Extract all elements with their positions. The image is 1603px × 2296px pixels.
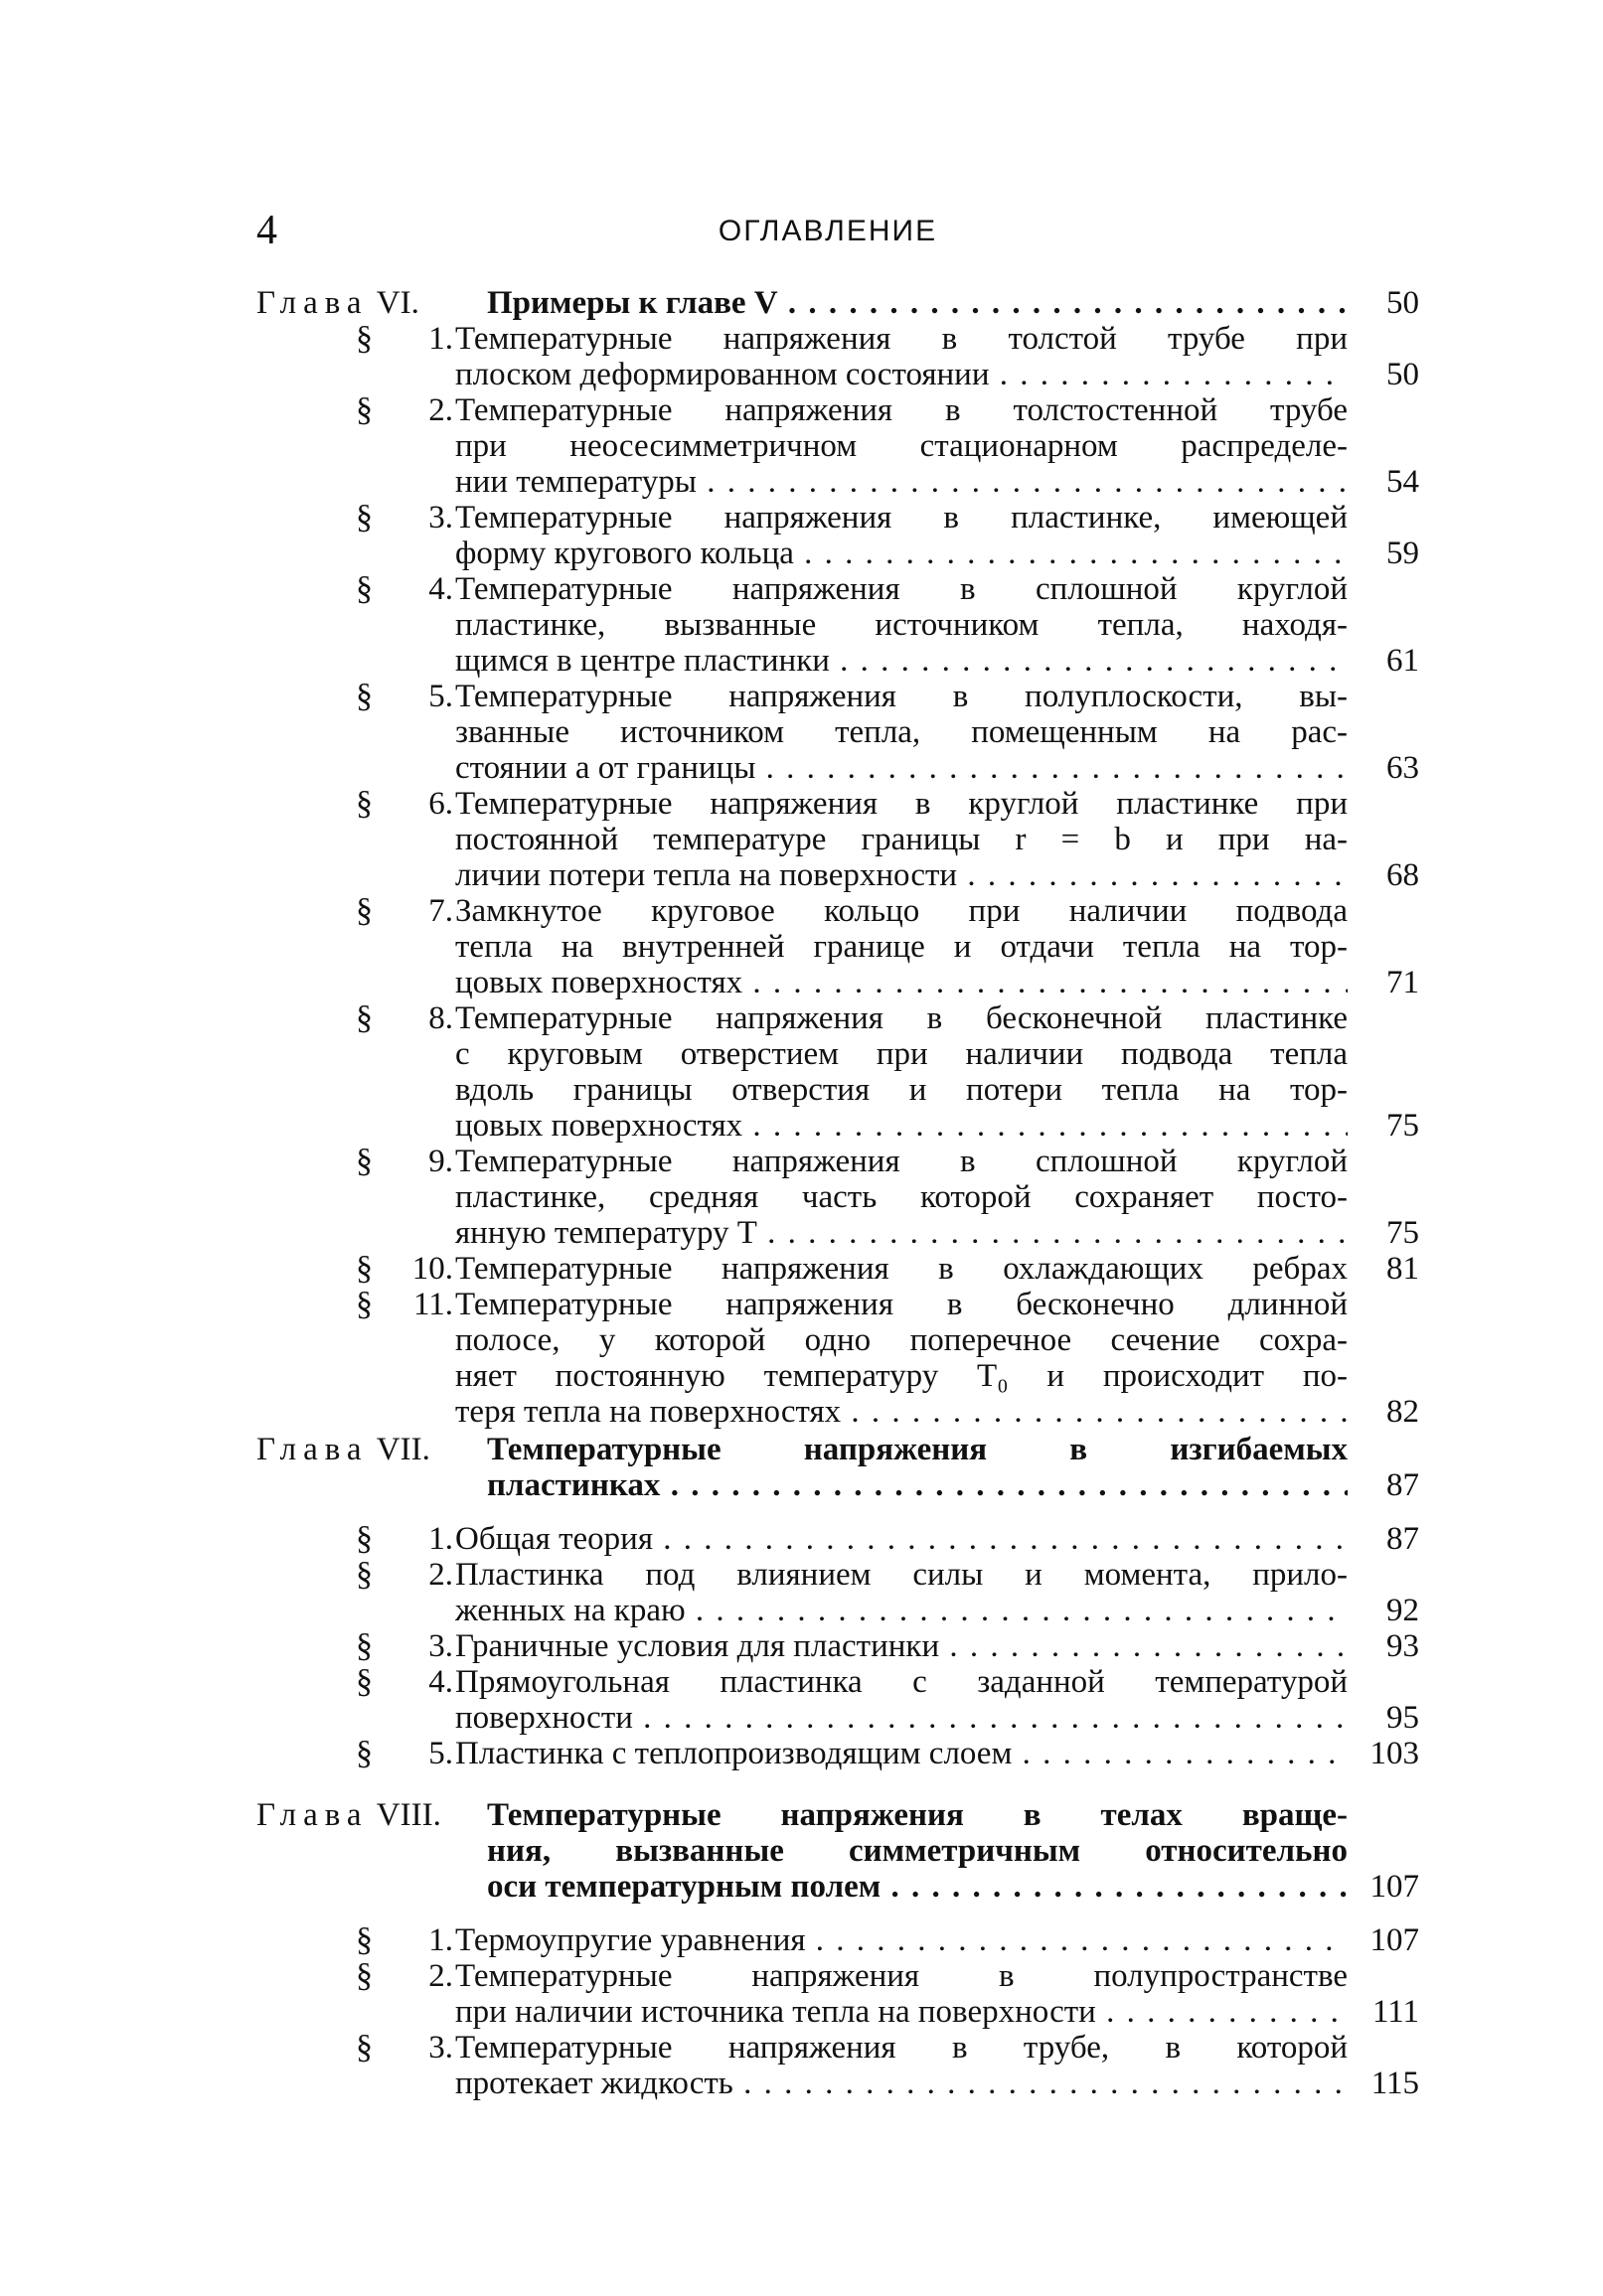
toc-entry-cont [256,929,1419,965]
toc-entry-cont [256,1394,1419,1430]
page-ref: 107 [1369,1869,1419,1905]
entry-line: Термоупругие уравнения . . . [455,1922,1348,1958]
toc-entry [256,1736,1419,1771]
page-ref: 81 [1386,1251,1419,1287]
section-number: 10. [411,1251,453,1287]
entry-line: званные источником тепла, помещенным на рас- [455,714,1348,750]
toc-entry-cont [256,428,1419,464]
page-ref: 82 [1386,1394,1419,1430]
toc-entry [256,1287,1419,1322]
entry-line: стоянии a от границы . . . [455,750,1348,786]
page-ref: 54 [1386,464,1419,500]
entry-line: Температурные напряжения в полуплоскости, вы- [455,679,1348,714]
entry-line: Температурные напряжения в толстостенной трубе [455,392,1348,428]
section-sign: § [356,1143,373,1179]
toc-entry [256,500,1419,536]
page-ref: 75 [1386,1215,1419,1251]
toc-entry-cont [256,357,1419,392]
toc-entry-cont [256,1215,1419,1251]
toc-entry-cont [256,857,1419,893]
toc-entry-cont [256,1036,1419,1072]
toc-entry [256,1664,1419,1700]
section-number: 1. [428,1922,453,1958]
toc-entry-cont [256,464,1419,500]
section-number: 3. [428,1628,453,1664]
toc-entry [256,1958,1419,1994]
toc-entry-cont [256,607,1419,643]
chapter-heading [256,285,1419,321]
entry-line: Температурные напряжения в трубе, в которой [455,2030,1348,2066]
spacer [256,1503,1419,1521]
toc-entry-cont [256,1593,1419,1628]
toc-entry [256,1922,1419,1958]
chapter-label: Глава VI. [256,285,419,321]
entry-line: теря тепла на поверхностях . . . [455,1394,1348,1430]
page-number: 4 [256,208,277,253]
section-number: 1. [428,1521,453,1557]
section-number: 2. [428,392,453,428]
section-number: 4. [428,1664,453,1700]
spacer [256,1771,1419,1797]
toc-entry-cont [256,643,1419,679]
entry-line: Температурные напряжения в пластинке, имеющей [455,500,1348,536]
toc-entry-cont [256,2066,1419,2101]
entry-line: Температурные напряжения в толстой трубе при [455,321,1348,357]
entry-line: Температурные напряжения в сплошной круглой [455,571,1348,607]
entry-line: Температурные напряжения в бесконечной пластинке [455,1000,1348,1036]
chapter-title: Примеры к главе V . . . [487,285,1348,321]
toc-entry [256,1000,1419,1036]
entry-line: женных на краю . . . [455,1593,1348,1628]
toc-entry-cont [256,822,1419,857]
page-ref: 87 [1386,1521,1419,1557]
section-sign: § [356,1286,373,1322]
chapter-label: Глава VII. [256,1432,430,1467]
entry-line: Общая теория . . . [455,1521,1348,1557]
spacer [256,1905,1419,1922]
section-sign: § [356,785,373,822]
toc-entry [256,679,1419,714]
section-number: 6. [428,786,453,822]
chapter-title: Температурные напряжения в изгибаемых [487,1432,1348,1467]
page-ref: 103 [1369,1736,1419,1771]
chapter-heading-cont [256,1833,1419,1869]
entry-line: форму кругового кольца . . . [455,536,1348,571]
entry-line: вдоль границы отверстия и потери тепла на тор- [455,1072,1348,1108]
section-number: 4. [428,571,453,607]
toc-entry [256,1521,1419,1557]
section-sign: § [356,892,373,929]
page-ref: 71 [1386,965,1419,1000]
toc-entry [256,2030,1419,2066]
page-ref: 115 [1370,2066,1419,2101]
section-sign: § [356,1957,373,1994]
section-sign: § [356,1250,373,1287]
entry-line: пластинке, средняя часть которой сохраняет посто- [455,1179,1348,1215]
toc-entry-cont [256,750,1419,786]
toc-entry-cont [256,536,1419,571]
page-ref: 63 [1386,750,1419,786]
entry-line: Прямоугольная пластинка с заданной температурой [455,1664,1348,1700]
toc-entry-cont [256,1322,1419,1358]
section-sign: § [356,1735,373,1771]
table-of-contents [256,285,1419,2101]
section-sign: § [356,320,373,357]
entry-line: нии температуры . . . [455,464,1348,500]
toc-entry-cont [256,1358,1419,1394]
section-number: 3. [428,500,453,536]
chapter-heading-cont [256,1467,1419,1503]
entry-line: щимся в центре пластинки . . . [455,643,1348,679]
section-sign: § [356,391,373,428]
section-number: 2. [428,1557,453,1593]
entry-line: Замкнутое круговое кольцо при наличии подвода [455,893,1348,929]
entry-line: Пластинка под влиянием силы и момента, прило- [455,1557,1348,1593]
section-number: 3. [428,2030,453,2066]
page-ref: 111 [1371,1994,1419,2030]
toc-entry [256,571,1419,607]
page-ref: 92 [1386,1593,1419,1628]
section-sign: § [356,1627,373,1664]
page-ref: 95 [1386,1700,1419,1736]
chapter-title: ния, вызванные симметричным относительно [487,1833,1348,1869]
toc-entry [256,392,1419,428]
entry-line: цовых поверхностях . . . [455,965,1348,1000]
page-ref: 75 [1386,1108,1419,1144]
toc-entry [256,786,1419,822]
entry-line: Температурные напряжения в охлаждающих ребрах [455,1251,1348,1287]
section-number: 5. [428,1736,453,1771]
entry-line: поверхности . . . [455,1700,1348,1736]
section-sign: § [356,499,373,536]
chapter-title: оси температурным полем . . . [487,1869,1348,1905]
entry-line: няет постоянную температуру T₀ и происходит по- [455,1358,1348,1394]
chapter-heading [256,1797,1419,1833]
section-number: 2. [428,1958,453,1994]
entry-line: полосе, у которой одно поперечное сечение сохра- [455,1322,1348,1358]
chapter-label: Глава VIII. [256,1797,441,1833]
toc-entry-cont [256,714,1419,750]
toc-entry [256,893,1419,929]
page-ref: 107 [1369,1922,1419,1958]
section-sign: § [356,678,373,714]
section-number: 5. [428,679,453,714]
page-ref: 87 [1386,1467,1419,1503]
toc-entry [256,321,1419,357]
section-sign: § [356,1921,373,1958]
entry-line: Температурные напряжения в сплошной круглой [455,1144,1348,1179]
section-sign: § [356,999,373,1036]
entry-line: Температурные напряжения в бесконечно длинной [455,1287,1348,1322]
entry-line: протекает жидкость . . . [455,2066,1348,2101]
entry-line: постоянной температуре границы r = b и при на- [455,822,1348,857]
entry-line: янную температуру T . . . [455,1215,1348,1251]
page-title: ОГЛАВЛЕНИЕ [718,215,938,247]
section-number: 9. [428,1144,453,1179]
entry-line: при неосесимметричном стационарном распределе- [455,428,1348,464]
section-number: 11. [412,1287,453,1322]
entry-line: при наличии источника тепла на поверхности . . . [455,1994,1348,2030]
page-ref: 50 [1386,357,1419,392]
toc-entry-cont [256,1179,1419,1215]
entry-line: пластинке, вызванные источником тепла, находя- [455,607,1348,643]
entry-line: с круговым отверстием при наличии подвода тепла [455,1036,1348,1072]
toc-entry [256,1628,1419,1664]
toc-entry [256,1251,1419,1287]
chapter-title: Температурные напряжения в телах враще- [487,1797,1348,1833]
running-head [256,201,1399,260]
section-number: 8. [428,1000,453,1036]
entry-line: личии потери тепла на поверхности . . . [455,857,1348,893]
page-ref: 61 [1386,643,1419,679]
section-sign: § [356,1663,373,1700]
chapter-title: пластинках . . . [487,1467,1348,1503]
section-sign: § [356,570,373,607]
page-ref: 68 [1386,857,1419,893]
section-sign: § [356,1520,373,1557]
entry-line: плоском деформированном состоянии . . . [455,357,1348,392]
toc-entry [256,1557,1419,1593]
entry-line: цовых поверхностях . . . [455,1108,1348,1144]
page-ref: 50 [1386,285,1419,321]
toc-entry [256,1144,1419,1179]
entry-line: тепла на внутренней границе и отдачи тепла на тор- [455,929,1348,965]
entry-line: Температурные напряжения в круглой пластинке при [455,786,1348,822]
section-number: 7. [428,893,453,929]
toc-entry-cont [256,1072,1419,1108]
page-ref: 59 [1386,536,1419,571]
page-ref: 93 [1386,1628,1419,1664]
entry-line: Граничные условия для пластинки . . . [455,1628,1348,1664]
toc-entry-cont [256,1108,1419,1144]
entry-line: Пластинка с теплопроизводящим слоем . . . [455,1736,1348,1771]
toc-entry-cont [256,965,1419,1000]
section-sign: § [356,2029,373,2066]
chapter-heading-cont [256,1869,1419,1905]
section-number: 1. [428,321,453,357]
entry-line: Температурные напряжения в полупространстве [455,1958,1348,1994]
toc-entry-cont [256,1994,1419,2030]
toc-entry-cont [256,1700,1419,1736]
section-sign: § [356,1556,373,1593]
chapter-heading [256,1432,1419,1467]
